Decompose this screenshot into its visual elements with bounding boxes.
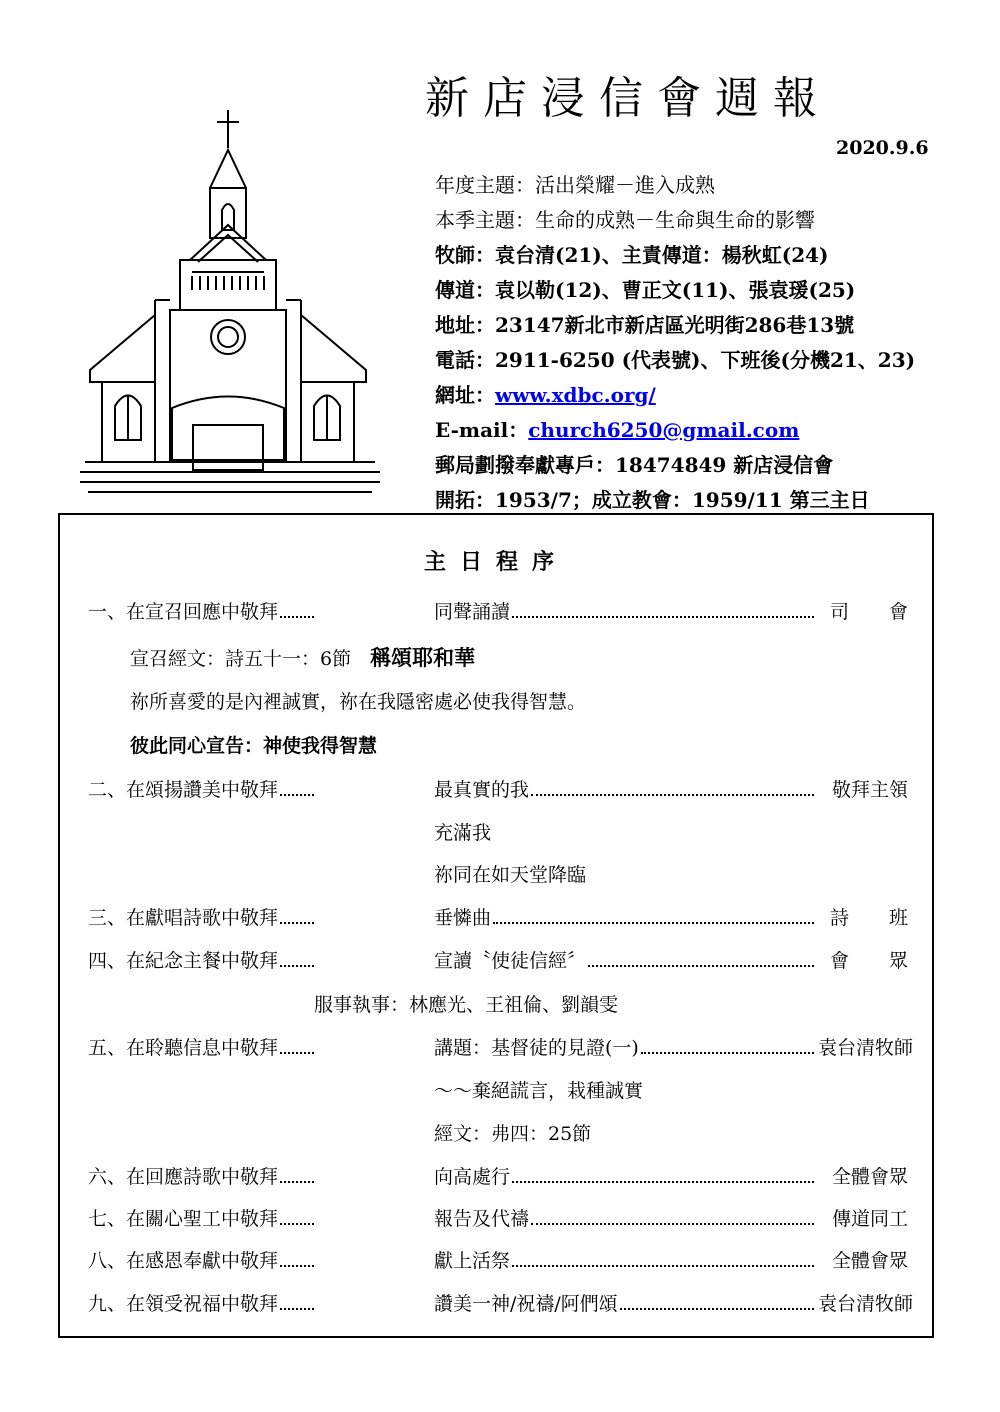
- pastor-info: 牧師：袁台清(21)、主責傳道：楊秋虹(24): [435, 243, 829, 267]
- item-content: 獻上活祭: [434, 1250, 511, 1272]
- item-label: 七、在關心聖工中敬拜: [88, 1208, 279, 1230]
- item-role: 司會: [829, 601, 948, 623]
- song-2: 充滿我: [434, 822, 492, 844]
- item-label: 三、在獻唱詩歌中敬拜: [88, 907, 279, 929]
- call-text: 祢所喜愛的是內裡誠實，祢在我隱密處必使我得智慧。: [130, 691, 587, 713]
- program-item: [88, 1035, 914, 1061]
- item-label: 六、在回應詩歌中敬拜: [88, 1166, 279, 1188]
- item-content: 讚美一神/祝禱/阿們頌: [434, 1293, 618, 1315]
- item-label: 五、在聆聽信息中敬拜: [88, 1037, 279, 1059]
- item-role: 傳道同工: [831, 1208, 908, 1230]
- item-label: 四、在紀念主餐中敬拜: [88, 950, 279, 972]
- item-label: 八、在感恩奉獻中敬拜: [88, 1250, 279, 1272]
- item-label: 九、在領受祝福中敬拜: [88, 1293, 279, 1315]
- program-item: [88, 599, 948, 625]
- item-role: 敬拜主領: [831, 779, 908, 801]
- phone: 電話：2911-6250 (代表號)、下班後(分機21、23): [435, 348, 916, 372]
- email-row: [435, 413, 995, 448]
- founded-info: 開拓：1953/7；成立教會：1959/11 第三主日: [435, 488, 870, 512]
- item-label: 二、在頌揚讚美中敬拜: [88, 779, 279, 801]
- year-theme: 年度主題：活出榮耀－進入成熟: [435, 173, 715, 197]
- declaration: 彼此同心宣告：神使我得智慧: [130, 735, 378, 757]
- item-role: 會眾: [829, 950, 948, 972]
- item-content: 最真實的我: [434, 779, 530, 801]
- season-theme: 本季主題：生命的成熟－生命與生命的影響: [435, 208, 815, 232]
- item-role: 袁台清牧師: [818, 1037, 914, 1059]
- program-item: [88, 1248, 908, 1274]
- program-item: [88, 1291, 914, 1317]
- item-content: 宣讀〝使徒信經〞: [434, 950, 587, 972]
- song-3: 祢同在如天堂降臨: [434, 864, 587, 886]
- program-item: [88, 905, 948, 931]
- call-scripture: 宣召經文：詩五十一：6節: [130, 648, 352, 670]
- church-illustration: [80, 100, 380, 500]
- program-item: [88, 1206, 908, 1232]
- item-role: 全體會眾: [831, 1250, 908, 1272]
- bulletin-date: 2020.9.6: [836, 137, 929, 159]
- item-role: 詩班: [829, 907, 948, 929]
- item-role: 全體會眾: [831, 1166, 908, 1188]
- item-content: 報告及代禱: [434, 1208, 530, 1230]
- item-content: 向高處行: [434, 1166, 511, 1188]
- item-label: 一、在宣召回應中敬拜: [88, 601, 279, 623]
- sermon-scripture: 經文：弗四：25節: [434, 1123, 592, 1145]
- item-content: 同聲誦讀: [434, 601, 511, 623]
- item-content: 講題：基督徒的見證(一): [434, 1037, 639, 1059]
- communion-servers: 服事執事：林應光、王祖倫、劉韻雯: [314, 994, 619, 1016]
- program-box: [58, 513, 948, 1338]
- address: 地址：23147新北市新店區光明街286巷13號: [435, 313, 855, 337]
- item-role: 袁台清牧師: [818, 1293, 914, 1315]
- item-content: 垂憐曲: [434, 907, 492, 929]
- church-info: [435, 168, 995, 518]
- website-link[interactable]: www.xdbc.org/: [495, 383, 656, 407]
- website-label: 網址：: [435, 383, 495, 407]
- email-label: E-mail：: [435, 418, 529, 442]
- email-link[interactable]: church6250@gmail.com: [528, 418, 800, 442]
- postal-account: 郵局劃撥奉獻專戶：18474849 新店浸信會: [435, 453, 834, 477]
- program-item: [88, 1164, 908, 1190]
- program-title: 主日程序: [423, 549, 568, 575]
- call-scripture-line: [130, 645, 475, 672]
- call-heading: 稱頌耶和華: [370, 645, 476, 670]
- preachers-info: 傳道：袁以勒(12)、曹正文(11)、張袁瑗(25): [435, 278, 856, 302]
- program-item: [88, 777, 908, 803]
- sermon-subtitle: ～～棄絕謊言，栽種誠實: [434, 1080, 644, 1102]
- bulletin-title: 新店浸信會週報: [425, 73, 831, 124]
- website-row: [435, 378, 995, 413]
- program-item: [88, 948, 948, 974]
